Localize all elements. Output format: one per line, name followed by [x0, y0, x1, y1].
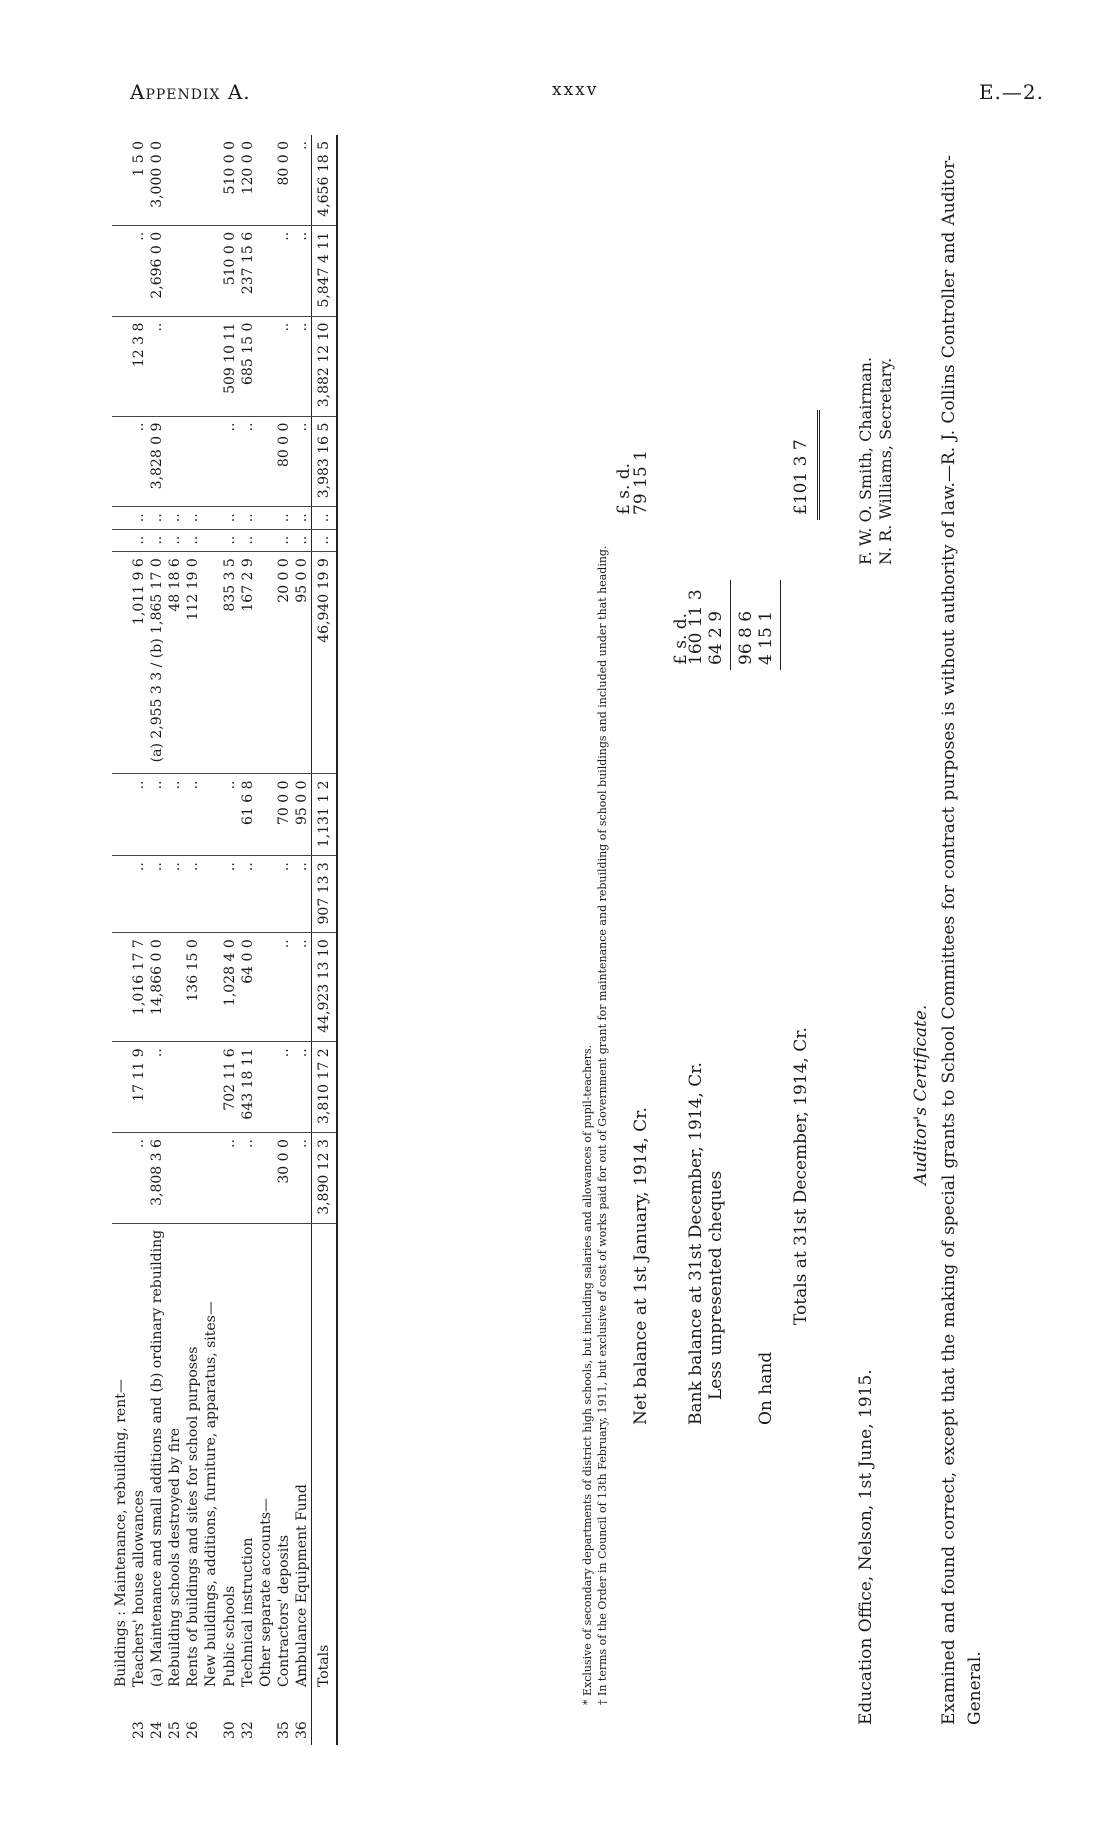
ledger-cell: 48 18 6 — [166, 552, 184, 774]
page-header-right: E.—2. — [978, 80, 1044, 104]
ledger-cell — [112, 856, 130, 933]
ledger-code — [312, 1693, 338, 1745]
ledger-code: 26 — [185, 1721, 202, 1739]
footnote-1: * Exclusive of secondary departments of district high schools, but including salaries and allowances of pupil-teachers. — [581, 1044, 594, 1705]
ledger-cell — [257, 1042, 275, 1133]
ledger-code: 23 — [131, 1721, 148, 1739]
ledger-label: Other separate accounts— — [257, 1497, 274, 1687]
office-date-line: Education Office, Nelson, 1st June, 1915. — [856, 1369, 876, 1725]
ledger-cell: 14,866 0 0 — [148, 933, 166, 1042]
ledger-code: 35 — [275, 1721, 292, 1739]
ledger-code — [257, 1693, 275, 1745]
ledger-cell: .. — [130, 774, 148, 856]
ledger-code: 24 — [149, 1721, 166, 1739]
ledger-cell — [166, 1133, 184, 1224]
ledger-label: Buildings : Maintenance, rebuilding, rent— — [113, 1379, 129, 1687]
ledger-cell: .. — [293, 1042, 312, 1133]
ledger-cell: .. — [239, 416, 257, 507]
ledger-cell — [112, 529, 130, 551]
ledger-cell: .. — [239, 529, 257, 551]
ledger-cell: .. — [130, 507, 148, 529]
ledger-cell: 1,028 4 0 — [221, 933, 239, 1042]
ledger-cell: .. — [293, 1133, 312, 1224]
ledger-cell: .. — [184, 529, 202, 551]
totals-cell: 5,847 4 11 — [312, 225, 338, 316]
ledger-cell: .. — [184, 774, 202, 856]
totals-cell: 3,810 17 2 — [312, 1042, 338, 1133]
totals-row-label: Totals — [312, 1223, 338, 1693]
ledger-row — [257, 135, 275, 1745]
ledger-cell: 1 5 0 — [130, 135, 148, 225]
ledger-cell — [184, 416, 202, 507]
certificate-title: Auditor's Certificate. — [911, 1004, 931, 1185]
ledger-cell: .. — [293, 135, 312, 225]
ledger-cell: .. — [275, 856, 293, 933]
ledger-cell: .. — [166, 507, 184, 529]
ledger-cell — [257, 135, 275, 225]
ledger-cell — [202, 1042, 220, 1133]
ledger-cell: .. — [130, 1133, 148, 1224]
ledger-row — [184, 135, 202, 1745]
ledger-cell — [257, 416, 275, 507]
ledger-cell — [257, 507, 275, 529]
footnote-2: † In terms of the Order in Council of 13th February, 1911, but exclusive of cost of works paid for out of Government grant for maintenance and rebuilding of school buildings and included under that heading. — [596, 545, 609, 1705]
ledger-cell: .. — [275, 316, 293, 416]
totals-cell: 907 13 3 — [312, 856, 338, 933]
ledger-cell: .. — [148, 529, 166, 551]
ledger-cell — [257, 856, 275, 933]
ledger-cell — [202, 225, 220, 316]
ledger-cell: 12 3 8 — [130, 316, 148, 416]
ledger-cell: 80 0 0 — [275, 416, 293, 507]
ledger-label: Contractors' deposits — [275, 1534, 292, 1687]
ledger-cell: .. — [293, 933, 312, 1042]
ledger-cell: (a) 2,955 3 3 / (b) 1,865 17 0 — [148, 552, 166, 774]
less-cheques-amount: 64 2 9 — [706, 610, 726, 665]
on-hand-rule — [780, 580, 781, 670]
ledger-cell — [166, 933, 184, 1042]
ledger-cell: .. — [221, 856, 239, 933]
ledger-cell — [202, 529, 220, 551]
ledger-cell: 30 0 0 — [275, 1133, 293, 1224]
ledger-label: Ambulance Equipment Fund — [293, 1484, 310, 1687]
ledger-cell — [112, 1042, 130, 1133]
ledger-cell: 237 15 6 — [239, 225, 257, 316]
ledger-cell — [112, 135, 130, 225]
ledger-cell: .. — [130, 529, 148, 551]
chairman-signature: F. W. O. Smith, Chairman. — [856, 356, 875, 565]
secretary-signature: N. R. Williams, Secretary. — [876, 357, 895, 565]
ledger-cell — [184, 225, 202, 316]
ledger-cell — [257, 933, 275, 1042]
ledger-cell: .. — [166, 856, 184, 933]
ledger-cell: .. — [293, 225, 312, 316]
ledger-code — [202, 1693, 220, 1745]
totals-cell: .. — [312, 507, 338, 529]
ledger-cell: 509 10 11 — [221, 316, 239, 416]
ledger-cell — [112, 507, 130, 529]
ledger-label: (a) Maintenance and small additions and (b) ordinary rebuilding — [149, 1229, 166, 1687]
ledger-cell: 20 0 0 — [275, 552, 293, 774]
ledger-label: Technical instruction — [239, 1537, 256, 1687]
ledger-cell: .. — [221, 529, 239, 551]
ledger-cell — [112, 316, 130, 416]
totals-cell: 44,923 13 10 — [312, 933, 338, 1042]
ledger-cell: .. — [166, 774, 184, 856]
ledger-cell: 3,000 0 0 — [148, 135, 166, 225]
ledger-cell: .. — [221, 416, 239, 507]
ledger-cell: 2,696 0 0 — [148, 225, 166, 316]
ledger-cell: 835 3 5 — [221, 552, 239, 774]
ledger-code: 36 — [293, 1721, 310, 1739]
ledger-cell: .. — [293, 316, 312, 416]
ledger-cell — [112, 1133, 130, 1224]
ledger-cell: 702 11 6 — [221, 1042, 239, 1133]
ledger-label: New buildings, additions, furniture, apparatus, sites— — [203, 1301, 220, 1687]
ledger-cell: 685 15 0 — [239, 316, 257, 416]
ledger-row — [148, 135, 166, 1745]
ledger-cell: .. — [148, 774, 166, 856]
ledger-row — [293, 135, 312, 1745]
ledger-cell — [112, 225, 130, 316]
ledger-cell: .. — [148, 316, 166, 416]
rotated-page-body — [112, 135, 1042, 1745]
currency-heading-1: £ s. d. — [614, 462, 634, 515]
ledger-cell: 17 11 9 — [130, 1042, 148, 1133]
totals-cell: 3,890 12 3 — [312, 1133, 338, 1224]
ledger-cell — [202, 135, 220, 225]
net-balance-label: Net balance at 1st January, 1914, Cr. — [631, 1107, 651, 1425]
ledger-cell: .. — [239, 1133, 257, 1224]
totals-cell: 1,131 1 2 — [312, 774, 338, 856]
ledger-cell: 3,808 3 6 — [148, 1133, 166, 1224]
ledger-cell: .. — [148, 1042, 166, 1133]
ledger-cell — [184, 1042, 202, 1133]
ledger-cell: 136 15 0 — [184, 933, 202, 1042]
ledger-cell: .. — [293, 507, 312, 529]
ledger-cell: 167 2 9 — [239, 552, 257, 774]
less-cheques-label: Less unpresented cheques — [706, 1170, 726, 1400]
ledger-cell — [112, 416, 130, 507]
ledger-cell: .. — [221, 774, 239, 856]
ledger-cell — [184, 316, 202, 416]
ledger-cell — [202, 856, 220, 933]
ledger-cell: 95 0 0 — [293, 774, 312, 856]
ledger-cell — [166, 316, 184, 416]
ledger-row — [112, 135, 130, 1745]
ledger-row — [221, 135, 239, 1745]
bank-balance-amount: 160 11 3 — [686, 589, 706, 665]
ledger-label: Public schools — [221, 1585, 238, 1687]
subtotal-rule — [730, 580, 731, 670]
ledger-cell — [257, 225, 275, 316]
ledger-cell: 643 18 11 — [239, 1042, 257, 1133]
page-header-left: Appendix A. — [130, 80, 251, 104]
ledger-cell — [257, 552, 275, 774]
ledger-cell — [112, 933, 130, 1042]
ledger-cell: 510 0 0 — [221, 135, 239, 225]
ledger-cell: .. — [130, 416, 148, 507]
ledger-cell — [202, 774, 220, 856]
ledger-label: Teachers' house allowances — [131, 1490, 148, 1687]
ledger-label: Rents of buildings and sites for school purposes — [185, 1346, 202, 1687]
on-hand-label: On hand — [756, 1351, 776, 1425]
ledger-table — [112, 135, 338, 1745]
ledger-cell: 3,828 0 9 — [148, 416, 166, 507]
ledger-code: 32 — [239, 1721, 256, 1739]
ledger-cell: .. — [293, 416, 312, 507]
ledger-row — [166, 135, 184, 1745]
ledger-cell: .. — [221, 507, 239, 529]
ledger-cell: 70 0 0 — [275, 774, 293, 856]
ledger-cell — [166, 135, 184, 225]
ledger-cell — [184, 1133, 202, 1224]
ledger-cell: .. — [184, 856, 202, 933]
ledger-row — [239, 135, 257, 1745]
ledger-cell: 80 0 0 — [275, 135, 293, 225]
net-balance-amount: 79 15 1 — [631, 450, 651, 515]
totals-cell: 4,656 18 5 — [312, 135, 338, 225]
ledger-cell: .. — [293, 856, 312, 933]
ledger-cell — [257, 316, 275, 416]
ledger-row — [275, 135, 293, 1745]
ledger-cell: .. — [275, 225, 293, 316]
ledger-code: 30 — [221, 1721, 238, 1739]
ledger-cell — [202, 507, 220, 529]
ledger-code: 25 — [167, 1721, 184, 1739]
ledger-cell — [112, 774, 130, 856]
totals-amount: £101 3 7 — [791, 439, 811, 515]
ledger-cell: 1,016 17 7 — [130, 933, 148, 1042]
ledger-cell: 510 0 0 — [221, 225, 239, 316]
ledger-cell — [184, 135, 202, 225]
ledger-cell: 112 19 0 — [184, 552, 202, 774]
certificate-text: Examined and found correct, except that the making of special grants to School Committees for contract purposes is without authority of law.—R. J. Collins Controller and Auditor-General. — [939, 155, 985, 1725]
bank-balance-label: Bank balance at 31st December, 1914, Cr. — [686, 1062, 706, 1425]
subtotal-amount: 96 8 6 — [736, 610, 756, 665]
ledger-cell — [257, 774, 275, 856]
ledger-cell — [257, 529, 275, 551]
ledger-label: Rebuilding schools destroyed by fire — [167, 1427, 184, 1687]
ledger-cell — [202, 416, 220, 507]
ledger-cell: 61 6 8 — [239, 774, 257, 856]
ledger-cell: .. — [239, 856, 257, 933]
ledger-totals-row — [312, 135, 338, 1745]
on-hand-amount: 4 15 1 — [756, 610, 776, 665]
currency-heading-2: £ s. d. — [671, 612, 691, 665]
ledger-body — [112, 135, 337, 1745]
ledger-cell: .. — [148, 507, 166, 529]
ledger-cell: 1,011 9 6 — [130, 552, 148, 774]
ledger-cell: .. — [166, 529, 184, 551]
ledger-cell: .. — [184, 507, 202, 529]
ledger-cell — [202, 316, 220, 416]
ledger-cell: .. — [293, 529, 312, 551]
ledger-cell: 95 0 0 — [293, 552, 312, 774]
ledger-cell — [202, 933, 220, 1042]
ledger-cell: .. — [275, 933, 293, 1042]
ledger-cell — [166, 1042, 184, 1133]
totals-cell: 46,940 19 9 — [312, 552, 338, 774]
totals-double-rule — [817, 410, 823, 520]
ledger-row — [202, 135, 220, 1745]
ledger-cell — [166, 416, 184, 507]
ledger-cell — [202, 552, 220, 774]
ledger-row — [130, 135, 148, 1745]
ledger-cell: 64 0 0 — [239, 933, 257, 1042]
ledger-cell: .. — [130, 225, 148, 316]
ledger-cell: .. — [130, 856, 148, 933]
page-number: xxxv — [552, 80, 599, 100]
totals-label: Totals at 31st December, 1914, Cr. — [791, 1027, 811, 1325]
ledger-cell: .. — [275, 1042, 293, 1133]
ledger-cell: .. — [275, 529, 293, 551]
ledger-cell — [112, 552, 130, 774]
ledger-cell — [257, 1133, 275, 1224]
ledger-cell — [202, 1133, 220, 1224]
ledger-cell: 120 0 0 — [239, 135, 257, 225]
totals-cell: 3,983 16 5 — [312, 416, 338, 507]
totals-cell: .. — [312, 529, 338, 551]
ledger-code — [112, 1693, 130, 1745]
ledger-cell: .. — [148, 856, 166, 933]
ledger-cell: .. — [275, 507, 293, 529]
ledger-cell — [166, 225, 184, 316]
ledger-cell: .. — [239, 507, 257, 529]
totals-cell: 3,882 12 10 — [312, 316, 338, 416]
ledger-cell: .. — [221, 1133, 239, 1224]
